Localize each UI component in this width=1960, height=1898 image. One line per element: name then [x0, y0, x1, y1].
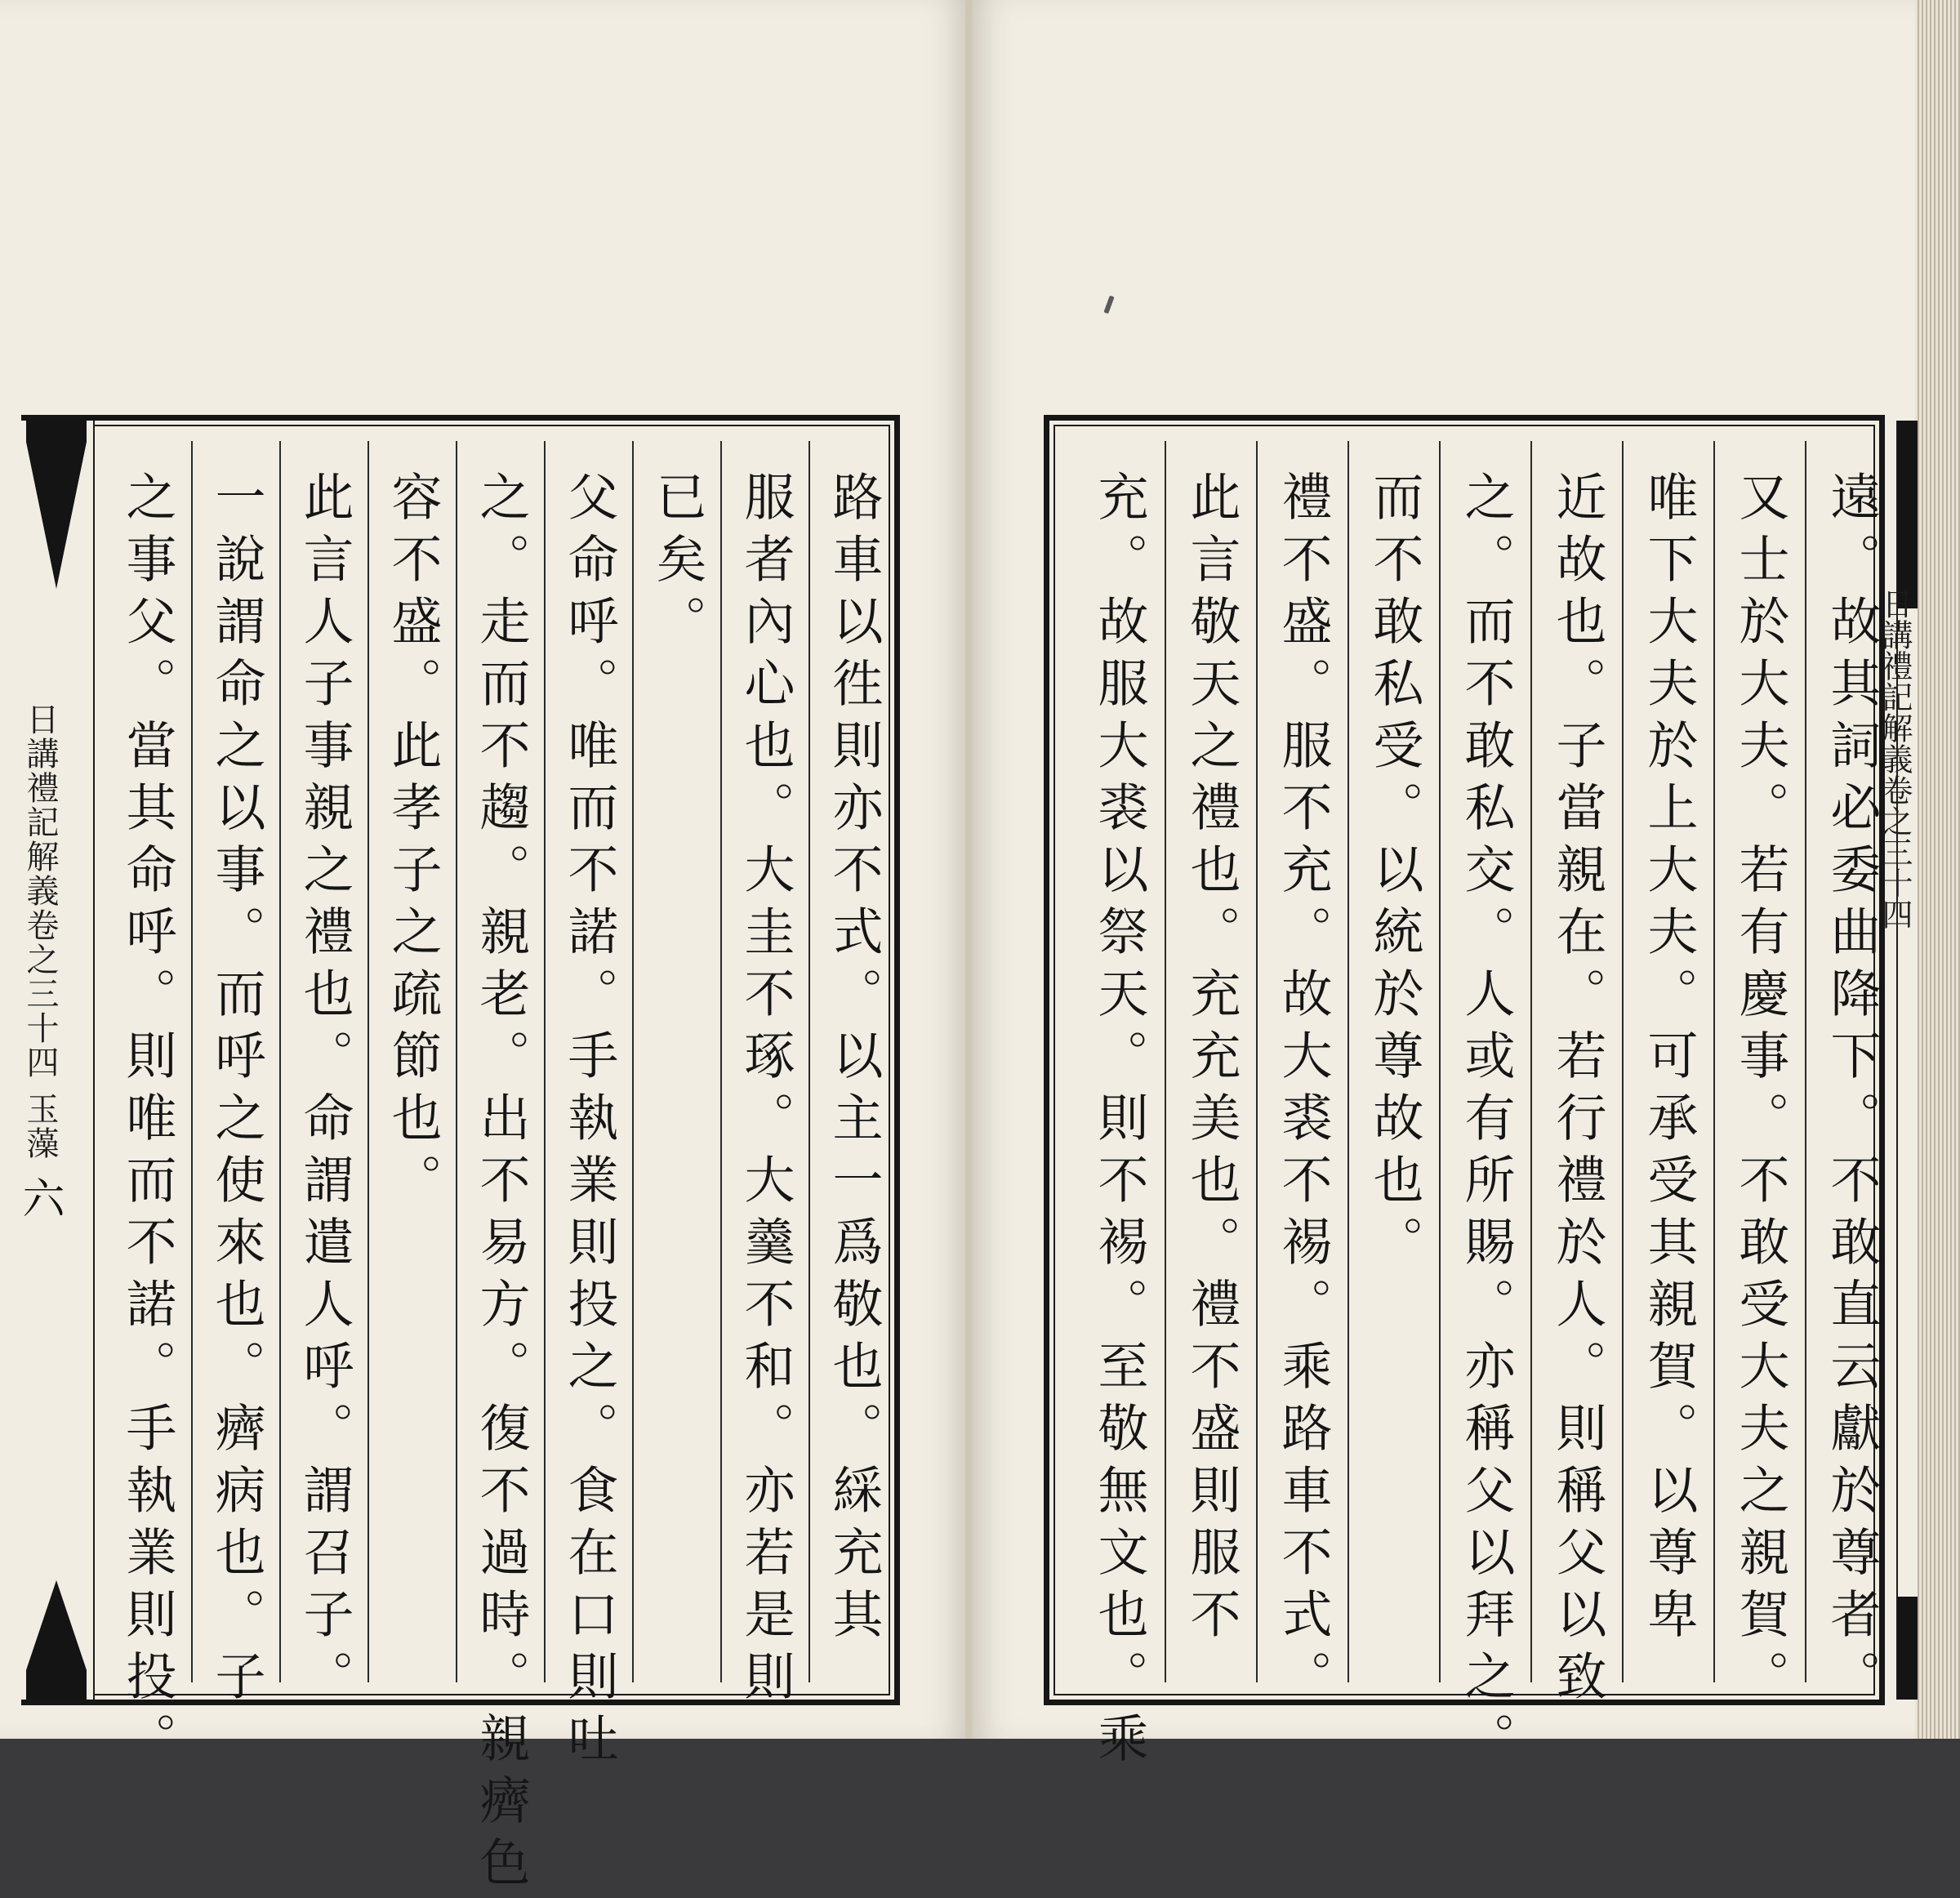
text-column — [1805, 441, 1896, 1712]
left-folio-number: 六 — [15, 1176, 64, 1219]
column-text: 父命呼。唯而不諾。手執業則投之。食在口則吐 — [559, 470, 619, 1774]
fish-tail-bottom-right — [1898, 1597, 1918, 1700]
text-column — [1530, 441, 1622, 1712]
column-text: 唯下大夫於上大夫。可承受其親賀。以尊卑 — [1639, 470, 1699, 1650]
text-column — [720, 441, 808, 1712]
text-column — [103, 441, 191, 1774]
column-text: 此言敬天之禮也。充充美也。禮不盛則服不 — [1182, 470, 1241, 1650]
fish-tail-top-bar — [26, 421, 87, 442]
left-margin-title: 日講禮記解義卷之三十四 玉藻 — [21, 702, 59, 1161]
text-column — [1713, 441, 1805, 1712]
fish-tail-top-right — [1898, 421, 1918, 608]
text-column — [1256, 441, 1348, 1712]
column-text: 服者內心也。大圭不琢。大羹不和。亦若是則 — [736, 470, 795, 1712]
column-text: 充。故服大裘以祭天。則不裼。至敬無文也。乘 — [1089, 470, 1149, 1774]
text-column — [456, 441, 544, 1898]
column-text: 而不敢私受。以統於尊故也。 — [1365, 470, 1424, 1277]
text-column — [1622, 441, 1713, 1682]
page-edge-stack — [1915, 0, 1960, 1739]
right-margin-title — [1901, 588, 1918, 1078]
fish-tail-bottom-bar — [26, 1670, 87, 1700]
text-column — [191, 441, 279, 1712]
text-column — [1439, 441, 1530, 1774]
right-text-columns — [1055, 441, 1896, 1774]
text-column — [1165, 441, 1256, 1682]
column-text: 路車以徃則亦不式。以主一爲敬也。綵充其 — [824, 470, 884, 1650]
column-text: 之。走而不趨。親老。出不易方。復不過時。親癠色 — [471, 470, 531, 1898]
left-text-columns — [96, 441, 897, 1898]
column-text: 近故也。子當親在。若行禮於人。則稱父以致 — [1548, 470, 1607, 1712]
text-column — [368, 441, 456, 1682]
text-column — [808, 441, 897, 1682]
text-column — [632, 441, 720, 1682]
column-text: 禮不盛。服不充。故大裘不裼。乘路車不式。 — [1273, 470, 1333, 1712]
fish-tail-top — [26, 442, 87, 589]
text-column — [279, 441, 368, 1712]
column-text: 之事父。當其命呼。則唯而不諾。手執業則投。 — [118, 470, 177, 1774]
column-text: 又士於大夫。若有慶事。不敢受大夫之親賀。 — [1731, 470, 1790, 1712]
text-column — [1348, 441, 1439, 1682]
book-gutter — [965, 0, 972, 1739]
text-column — [544, 441, 632, 1774]
fish-tail-bottom — [26, 1580, 87, 1670]
column-text: 遠。故其詞必委曲降下。不敢直云獻於尊者。 — [1822, 470, 1882, 1712]
column-text: 容不盛。此孝子之疏節也。 — [383, 470, 443, 1215]
column-text: 此言人子事親之禮也。命謂遣人呼。謂召子。 — [295, 470, 354, 1712]
column-text: 已矣。 — [648, 470, 707, 657]
column-text: 一說謂命之以事。而呼之使來也。癠病也。子 — [207, 470, 266, 1712]
text-column — [1073, 441, 1165, 1774]
column-text: 之。而不敢私交。人或有所賜。亦稱父以拜之。 — [1456, 470, 1516, 1774]
